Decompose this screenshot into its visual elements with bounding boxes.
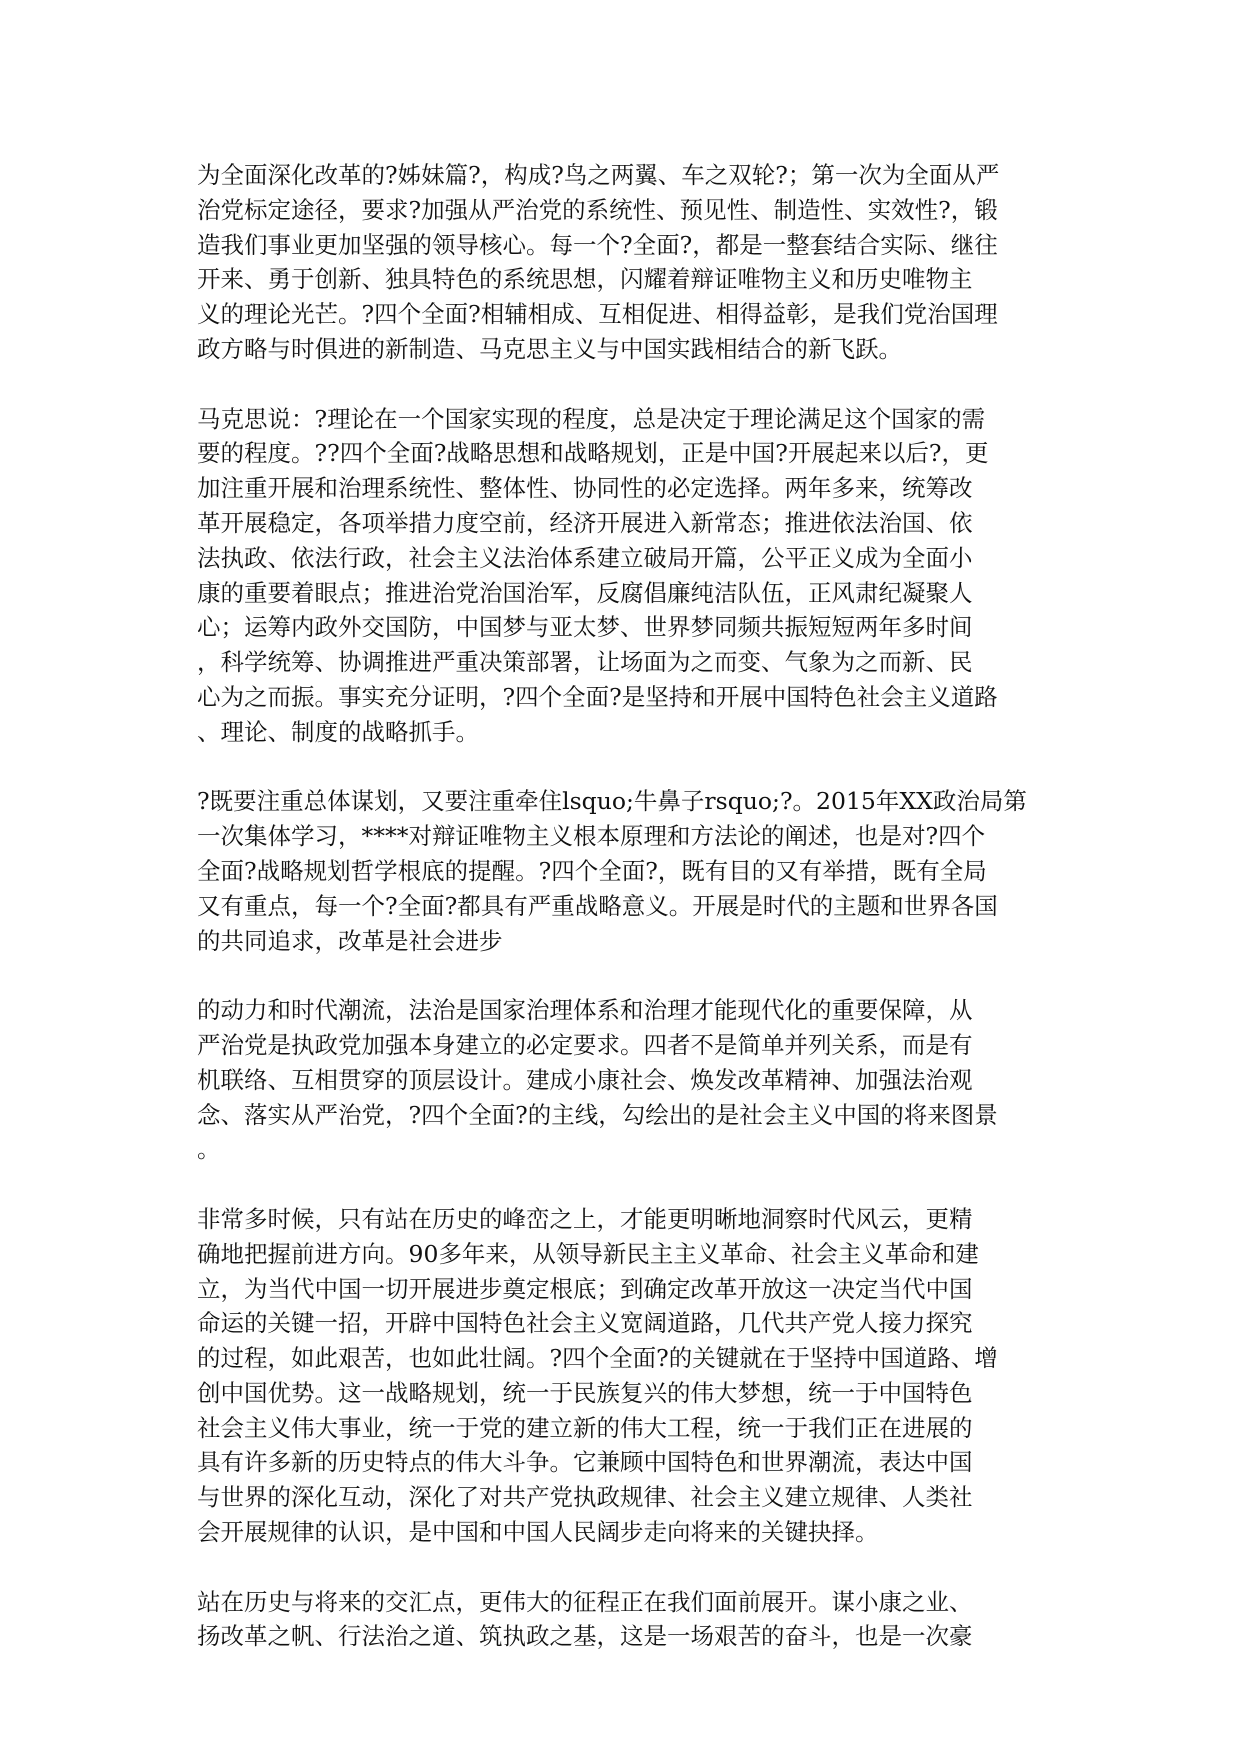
text-line: 心；运筹内政外交国防，中国梦与亚太梦、世界梦同频共振短短两年多时间 (197, 613, 973, 642)
paragraph-3 (197, 784, 1052, 958)
text-line: 与世界的深化互动，深化了对共产党执政规律、社会主义建立规律、人类社 (197, 1483, 973, 1512)
text-line: 立，为当代中国一切开展进步奠定根底；到确定改革开放这一决定当代中国 (197, 1274, 973, 1303)
text-line: 法执政、依法行政，社会主义法治体系建立破局开篇，公平正义成为全面小 (197, 543, 973, 572)
text-line: 为全面深化改革的?姊妹篇?，构成?鸟之两翼、车之双轮?；第一次为全面从严 (197, 161, 1000, 189)
text-line: 治党标定途径，要求?加强从严治党的系统性、预见性、制造性、实效性?，锻 (197, 195, 998, 224)
text-line: 要的程度。??四个全面?战略思想和战略规划，正是中国?开展起来以后?，更 (197, 439, 989, 468)
text-line: 全面?战略规划哲学根底的提醒。?四个全面?，既有目的又有举措，既有全局 (197, 856, 987, 885)
text-line: 会开展规律的认识，是中国和中国人民阔步走向将来的关键抉择。 (197, 1518, 879, 1547)
paragraph-2 (197, 402, 1052, 750)
text-line: 。 (197, 1135, 221, 1164)
text-line: 又有重点，每一个?全面?都具有严重战略意义。开展是时代的主题和世界各国 (197, 891, 998, 920)
paragraph-1 (197, 158, 1052, 367)
paragraph-5 (197, 1202, 1052, 1550)
text-line: 加注重开展和治理系统性、整体性、协同性的必定选择。两年多来，统筹改 (197, 474, 973, 503)
text-line: ，科学统筹、协调推进严重决策部署，让场面为之而变、气象为之而新、民 (197, 648, 973, 677)
paragraph-4 (197, 993, 1052, 1167)
text-line: 政方略与时俱进的新制造、马克思主义与中国实践相结合的新飞跃。 (197, 334, 902, 363)
paragraph-6 (197, 1585, 1052, 1655)
text-line: 站在历史与将来的交汇点，更伟大的征程正在我们面前展开。谋小康之业、 (197, 1587, 973, 1616)
text-line: 机联络、互相贯穿的顶层设计。建成小康社会、焕发改革精神、加强法治观 (197, 1065, 973, 1094)
text-line: 义的理论光芒。?四个全面?相辅相成、互相促进、相得益彰，是我们党治国理 (197, 300, 998, 329)
text-line: 、理论、制度的战略抓手。 (197, 717, 479, 746)
text-line: 念、落实从严治党，?四个全面?的主线，勾绘出的是社会主义中国的将来图景 (197, 1100, 998, 1129)
text-line: 确地把握前进方向。90多年来，从领导新民主主义革命、社会主义革命和建 (197, 1239, 979, 1268)
text-line: 康的重要着眼点；推进治党治国治军，反腐倡廉纯洁队伍，正风肃纪凝聚人 (197, 578, 973, 607)
text-line: 心为之而振。事实充分证明，?四个全面?是坚持和开展中国特色社会主义道路 (197, 682, 998, 711)
text-line: 创中国优势。这一战略规划，统一于民族复兴的伟大梦想，统一于中国特色 (197, 1378, 973, 1407)
text-line: 一次集体学习，****对辩证唯物主义根本原理和方法论的阐述，也是对?四个 (197, 822, 986, 851)
text-line: 造我们事业更加坚强的领导核心。每一个?全面?，都是一整套结合实际、继往 (197, 230, 998, 259)
text-line: 革开展稳定，各项举措力度空前，经济开展进入新常态；推进依法治国、依 (197, 508, 973, 537)
text-line: 的共同追求，改革是社会进步 (197, 926, 503, 955)
text-line: 具有许多新的历史特点的伟大斗争。它兼顾中国特色和世界潮流，表达中国 (197, 1448, 973, 1477)
document-page (197, 158, 1052, 1689)
text-line: 命运的关键一招，开辟中国特色社会主义宽阔道路，几代共产党人接力探究 (197, 1309, 973, 1338)
text-line: 严治党是执政党加强本身建立的必定要求。四者不是简单并列关系，而是有 (197, 1030, 973, 1059)
text-line: 马克思说：?理论在一个国家实现的程度，总是决定于理论满足这个国家的需 (197, 404, 986, 433)
text-line: 的动力和时代潮流，法治是国家治理体系和治理才能现代化的重要保障，从 (197, 996, 973, 1025)
text-line: ?既要注重总体谋划，又要注重牵住lsquo;牛鼻子rsquo;?。2015年XX政治局第 (197, 787, 1027, 816)
text-line: 扬改革之帆、行法治之道、筑执政之基，这是一场艰苦的奋斗，也是一次豪 (197, 1622, 973, 1651)
text-line: 开来、勇于创新、独具特色的系统思想，闪耀着辩证唯物主义和历史唯物主 (197, 265, 973, 294)
text-line: 非常多时候，只有站在历史的峰峦之上，才能更明晰地洞察时代风云，更精 (197, 1204, 973, 1233)
text-line: 的过程，如此艰苦，也如此壮阔。?四个全面?的关键就在于坚持中国道路、增 (197, 1344, 998, 1373)
text-line: 社会主义伟大事业，统一于党的建立新的伟大工程，统一于我们正在进展的 (197, 1413, 973, 1442)
